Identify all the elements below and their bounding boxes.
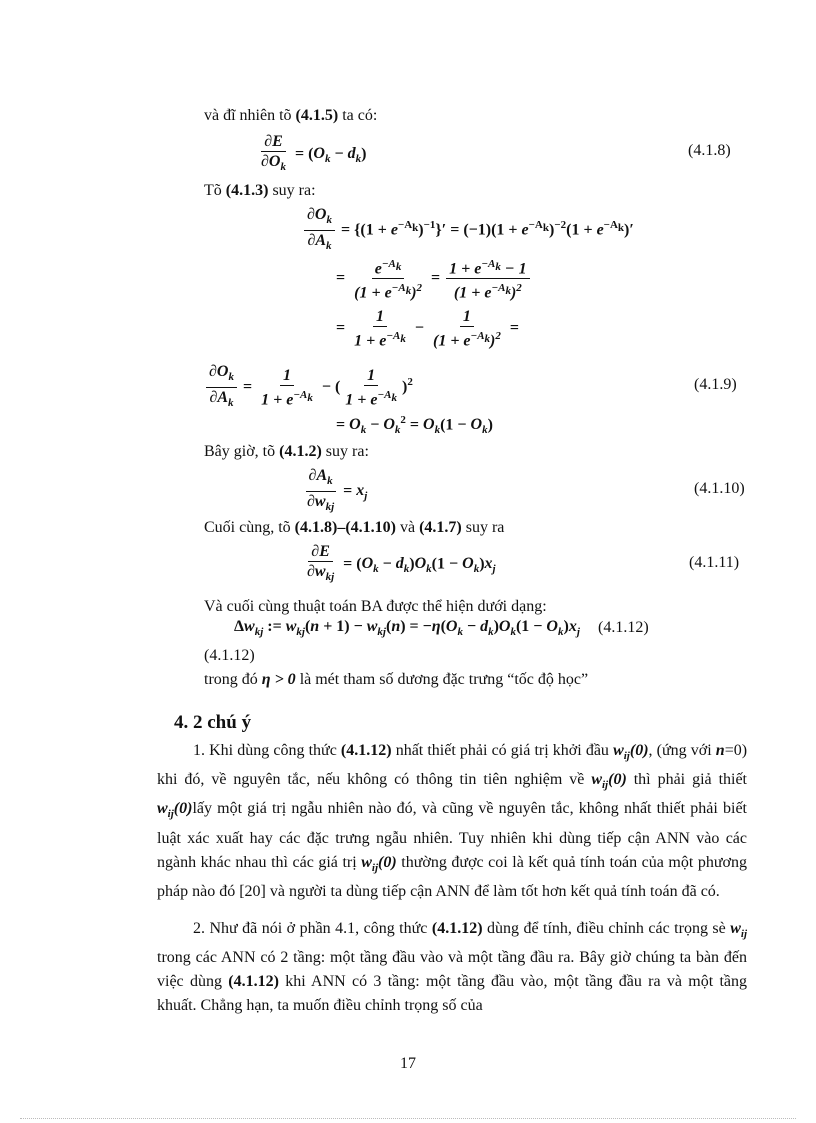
eq-number: (4.1.10) (694, 480, 745, 497)
derivation-line-1: $\frac{\partial O_k}{\partial A_k}$ = $\{(1 + e^{-A_k})^{-1}\}' = (-1)(1 + e^{-A_k})^{-2}(1 + e^{-A_k})'$ (302, 205, 634, 256)
text: suy ra: (325, 443, 369, 460)
text: =0) khi đó, về nguyên tắc, nếu không có thông tin tiên nghiệm về (157, 742, 748, 789)
list-number: 2. (193, 920, 205, 937)
symbol-w: $w_{ij}(0)$ (157, 800, 193, 821)
derivation-line-5: = $O_k - O_k^2 = O_k(1 - O_k)$ (336, 414, 493, 437)
footer-divider (20, 1118, 796, 1119)
text: trong các ANN có 2 tầng: một tầng đầu vào và một tầng đầu ra. Bây giờ chúng ta bàn đến việc dùng (157, 949, 747, 991)
equation-4-1-8: $\frac{\partial E}{\partial O_k}$ = $(O_k - d_k)$ (261, 133, 367, 174)
note-1-paragraph (157, 739, 747, 904)
text: là mét tham số dương đặc trưng “tốc độ học” (299, 671, 589, 688)
ba-line: Và cuối cùng thuật toán BA được thể hiện dưới dạng: (204, 598, 547, 615)
ref: (4.1.7) (419, 519, 462, 536)
finally-line (204, 518, 504, 538)
text: ta có: (342, 107, 378, 124)
text: Bây giờ, tõ (204, 443, 276, 460)
symbol-w: $w_{ij}(0)$ (361, 853, 397, 874)
where-line (204, 670, 588, 690)
text: Cuối cùng, tõ (204, 519, 291, 536)
text: Tõ (204, 182, 222, 199)
text: thì phải giả thiết (633, 771, 747, 789)
text: suy ra (465, 519, 505, 536)
derivation-line-2: = $\frac{e^{-A_k}}{(1 + e^{-A_k})^2}$ = $\frac{1 + e^{-A_k} - 1}{(1 + e^{-A_k})^2}$ (336, 255, 532, 303)
note-2-paragraph (157, 917, 747, 1018)
symbol-w: $w_{ij}$ (730, 920, 748, 941)
derivation-line-3: = $\frac{1}{1 + e^{-A_k}}$ − $\frac{1}{(1 + e^{-A_k})^2}$ = (336, 308, 519, 350)
ref: (4.1.2) (279, 443, 322, 460)
section-heading: 4. 2 chú ý (174, 712, 252, 733)
symbol-n: n (715, 742, 725, 759)
now-line (204, 442, 369, 462)
text: và (399, 519, 416, 536)
equation-4-1-12: $\Delta w_{kj}$ := $w_{kj}(n + 1) - w_{kj}(n) = -\eta(O_k - d_k)O_k(1 - O_k)x_j$ (234, 618, 580, 639)
eq-number: (4.1.12) (598, 619, 649, 636)
ref: (4.1.12) (340, 742, 392, 759)
text: Khi dùng công thức (209, 742, 337, 759)
eta-symbol: η > 0 (261, 671, 296, 688)
ref: (4.1.12) (228, 973, 279, 991)
text: Như đã nói ở phần 4.1, công thức (209, 920, 428, 937)
text: và đĩ nhiên tõ (204, 107, 292, 124)
from-413-line (204, 181, 316, 201)
page-number: 17 (400, 1055, 416, 1072)
ref: (4.1.3) (225, 182, 269, 199)
intro-line (204, 106, 377, 126)
ref: (4.1.5) (295, 107, 339, 124)
text: lấy một giá trị ngẫu nhiên nào đó, và cũng về nguyên tắc, không nhất thiết phải biết luật xác xuất hay các đặc trưng ngẫu nhiên. Tuy nhiên khi dùng tiếp cận ANN vào các ngành khác nhau thì các giá trị (157, 800, 747, 871)
symbol-w: $w_{ij}(0)$ (591, 771, 627, 792)
symbol-w: $w_{ij}(0)$ (613, 742, 649, 763)
eq-number: (4.1.11) (689, 554, 740, 571)
equation-4-1-9: $\frac{\partial O_k}{\partial A_k}$ = $\frac{1}{1 + e^{-A_k}}$ − ( $\frac{1}{1 + e^{-A_k}}$ )$^2$ (204, 362, 413, 413)
equation-4-1-11: $\frac{\partial E}{\partial w_{kj}}$ = $(O_k - d_k)O_k(1 - O_k)x_j$ (307, 543, 496, 584)
text: suy ra: (272, 182, 316, 199)
equation-4-1-10: $\frac{\partial A_k}{\partial w_{kj}}$ = $x_j$ (307, 467, 368, 514)
eq-number: (4.1.8) (688, 142, 731, 159)
text: , (ứng với (648, 742, 712, 759)
text: khi ANN có 3 tầng: một tầng đầu vào, một tầng đầu ra và một tầng khuất. Chẳng hạn, ta muốn điều chỉnh trọng số của (157, 973, 748, 1015)
text: thường được coi là kết quả tính toán của một phương pháp nào đó [20] và người ta dùng tiếp cận ANN để làm tốt hơn kết quả tính toán đã có. (157, 853, 748, 900)
repeat-eq-number: (4.1.12) (204, 647, 255, 664)
text: nhất thiết phải có giá trị khởi đầu (395, 742, 609, 759)
text: dùng để tính, điều chỉnh các trọng sè (486, 920, 726, 937)
list-number: 1. (193, 742, 205, 759)
eq-number: (4.1.9) (694, 376, 737, 393)
ref: (4.1.8)–(4.1.10) (294, 519, 396, 536)
text: trong đó (204, 671, 258, 688)
ref: (4.1.12) (431, 920, 483, 937)
